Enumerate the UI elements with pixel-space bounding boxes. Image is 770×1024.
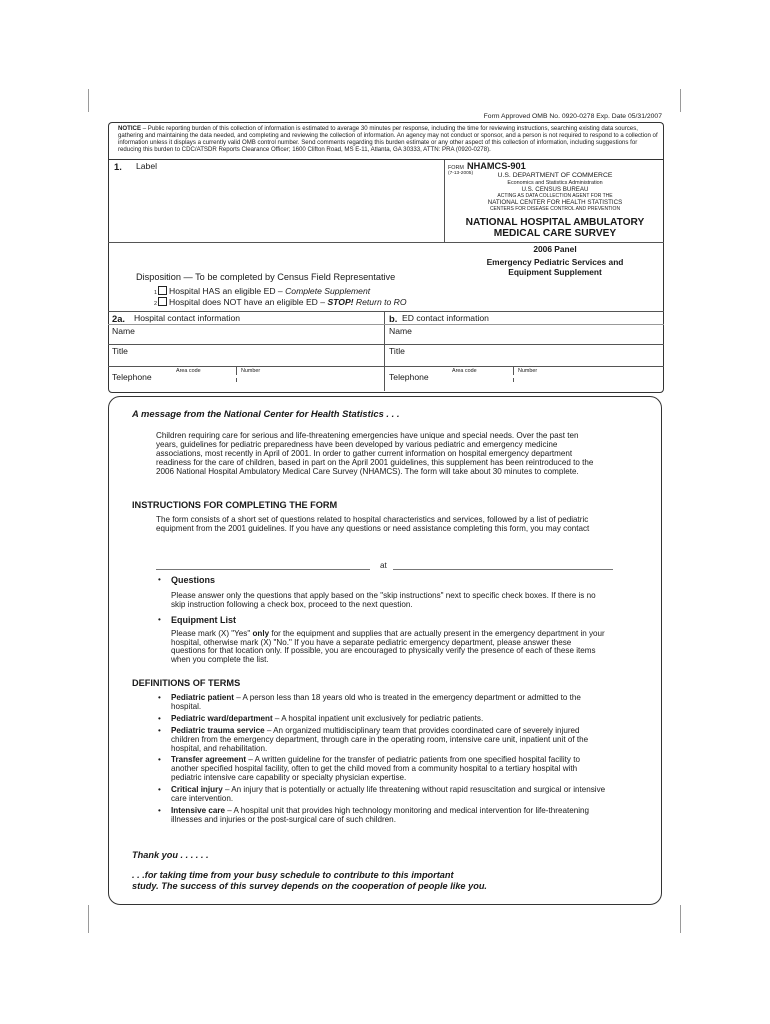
supplement-title-1: Emergency Pediatric Services and <box>486 257 624 268</box>
definition-item: • Transfer agreement – A written guideline for the transfer of pediatric patients from one specified hospital facility to another specified hospital facility, often to get the child moved from a community hospital to a tertiary hospital with pediatric intensive care capability or specialty physician expertise. <box>156 756 606 783</box>
label-section-title: Label <box>136 161 158 171</box>
supplement-title-2: Equipment Supplement <box>508 267 602 278</box>
hospital-area-code-label: Area code <box>176 368 201 374</box>
crop-mark <box>88 905 89 933</box>
definition-item: • Pediatric ward/department – A hospital inpatient unit exclusively for pediatric patients. <box>156 715 606 724</box>
thank-you: Thank you . . . . . . <box>132 850 209 860</box>
form-date: (7-13-2005) <box>448 171 474 176</box>
questions-item: • Questions Please answer only the questions that apply based on the "skip instructions" next to specific check boxes. If there is no skip instruction following a check box, proceed to the next question. <box>156 576 606 610</box>
survey-title-1: NATIONAL HOSPITAL AMBULATORY <box>465 217 645 229</box>
ed-title-label: Title <box>389 346 405 356</box>
cdc-name: CENTERS FOR DISEASE CONTROL AND PREVENTION <box>489 206 621 212</box>
survey-title-2: MEDICAL CARE SURVEY <box>493 228 617 240</box>
definitions-list <box>156 694 606 825</box>
disposition-option-1: 1 Hospital HAS an eligible ED – Complete Supplement <box>154 286 371 296</box>
definitions-heading: DEFINITIONS OF TERMS <box>132 678 241 688</box>
nchs-name: NATIONAL CENTER FOR HEALTH STATISTICS <box>487 199 623 206</box>
disposition-title: Disposition — To be completed by Census Field Representative <box>136 272 396 282</box>
hospital-title-label: Title <box>112 346 128 356</box>
dept-name: U.S. DEPARTMENT OF COMMERCE <box>497 172 613 179</box>
contact-name-line[interactable] <box>156 569 370 570</box>
contact-phone-line[interactable] <box>393 569 613 570</box>
hospital-name-label: Name <box>112 326 135 336</box>
ed-area-code-label: Area code <box>452 368 477 374</box>
crop-mark <box>88 89 89 112</box>
notice-label: NOTICE <box>118 125 142 132</box>
disposition-option-2: 2 Hospital does NOT have an eligible ED – STOP! Return to RO <box>154 297 407 307</box>
at-label: at <box>380 561 387 570</box>
checkbox-has-ed[interactable] <box>158 286 167 295</box>
ed-contact-number: b. <box>389 313 398 324</box>
acting-line: ACTING AS DATA COLLECTION AGENT FOR THE <box>497 192 613 199</box>
hospital-title-field[interactable] <box>110 356 382 365</box>
hospital-contact-title: Hospital contact information <box>134 313 241 323</box>
message-title: A message from the National Center for Health Statistics . . . <box>132 408 400 419</box>
definition-item: • Critical injury – An injury that is potentially or actually life threatening without rapid resuscitation and surgical or intensive care intervention. <box>156 786 606 804</box>
omb-approval: Form Approved OMB No. 0920-0278 Exp. Date 05/31/2007 <box>483 113 662 120</box>
hospital-contact-number: 2a. <box>112 313 126 324</box>
instructions-text: The form consists of a short set of questions related to hospital characteristics and services, followed by a list of pediatric equipment from the 2001 guidelines. If you have any questions or need assistance completing this form, you may contact <box>156 515 590 533</box>
ed-name-field[interactable] <box>386 336 660 344</box>
form-word: FORM <box>448 165 464 171</box>
ed-telephone-label: Telephone <box>389 372 429 382</box>
hospital-telephone-label: Telephone <box>112 372 152 382</box>
notice-body: – Public reporting burden of this collection of information is estimated to average 30 minutes per response, including the time for reviewing instructions, searching existing data sources, gathering and maintaining the data needed, and completing and reviewing the collection of information. An agency may not conduct or sponsor, and a person is not required to respond to a collection of information unless it displays a currently valid OMB control number. Send comments regarding this burden estimate or any other aspect of this collection of information, including suggestions for reducing this burden to CDC/ATSDR Reports Clearance Officer; 1600 Clifton Road, MS E-11, Atlanta, GA 30333, ATTN: PRA (0920-0278). <box>118 125 658 153</box>
hospital-phone-field[interactable] <box>170 375 380 389</box>
closing-line-2: study. The success of this survey depends on the cooperation of people like you. <box>132 881 487 891</box>
ed-contact-title: ED contact information <box>402 313 489 323</box>
ed-number-label: Number <box>518 368 538 374</box>
message-intro: Children requiring care for serious and life-threatening emergencies have unique and special needs. Over the past ten years, guidelines for pediatric preparedness have been developed by various pediatric and emergency medicine associations, most recently in April of 2001. In order to gather current information on hospital emergency department readiness for the care of children, based in part on the April 2001 guidelines, this supplement has been reintroduced to the 2006 National Hospital Ambulatory Medical Care Survey (NHAMCS). The form will take about 30 minutes to complete. <box>156 431 594 476</box>
instructions-heading: INSTRUCTIONS FOR COMPLETING THE FORM <box>132 500 338 510</box>
ed-name-label: Name <box>389 326 412 336</box>
closing-line-1: . . .for taking time from your busy schedule to contribute to this important <box>132 870 454 880</box>
panel-year: 2006 Panel <box>533 244 577 255</box>
checkbox-no-ed[interactable] <box>158 297 167 306</box>
admin-name: Economics and Statistics Administration <box>507 179 603 186</box>
crop-mark <box>680 905 681 933</box>
definition-item: • Pediatric patient – A person less than 18 years old who is treated in the emergency department or admitted to the hospital. <box>156 694 606 712</box>
equipment-item: • Equipment List Please mark (X) "Yes" only for the equipment and supplies that are actually present in the emergency department in your hospital, otherwise mark (X) "No." If you have a separate pediatric emergency department, please answer these questions for that location only. If possible, you are encouraged to physically verify the presence of each of these items when you complete the list. <box>156 616 606 666</box>
definition-item: • Pediatric trauma service – An organized multidisciplinary team that provides coordinated care of severely injured children from the emergency department, through care in the operating room, intensive care unit, inpatient unit of the hospital, and rehabilitation. <box>156 727 606 754</box>
ed-phone-field[interactable] <box>447 375 659 389</box>
ed-title-field[interactable] <box>386 356 660 365</box>
form-number: NHAMCS-901 <box>467 161 526 171</box>
hospital-name-field[interactable] <box>110 336 382 344</box>
definition-item: • Intensive care – A hospital unit that provides high technology monitoring and medical intervention for life-threatening illnesses and injuries or the post-surgical care of such children. <box>156 807 606 825</box>
crop-mark <box>680 89 681 112</box>
notice-text <box>118 126 658 154</box>
label-section-number: 1. <box>114 161 122 172</box>
hospital-number-label: Number <box>241 368 261 374</box>
bureau-name: U.S. CENSUS BUREAU <box>521 185 589 193</box>
